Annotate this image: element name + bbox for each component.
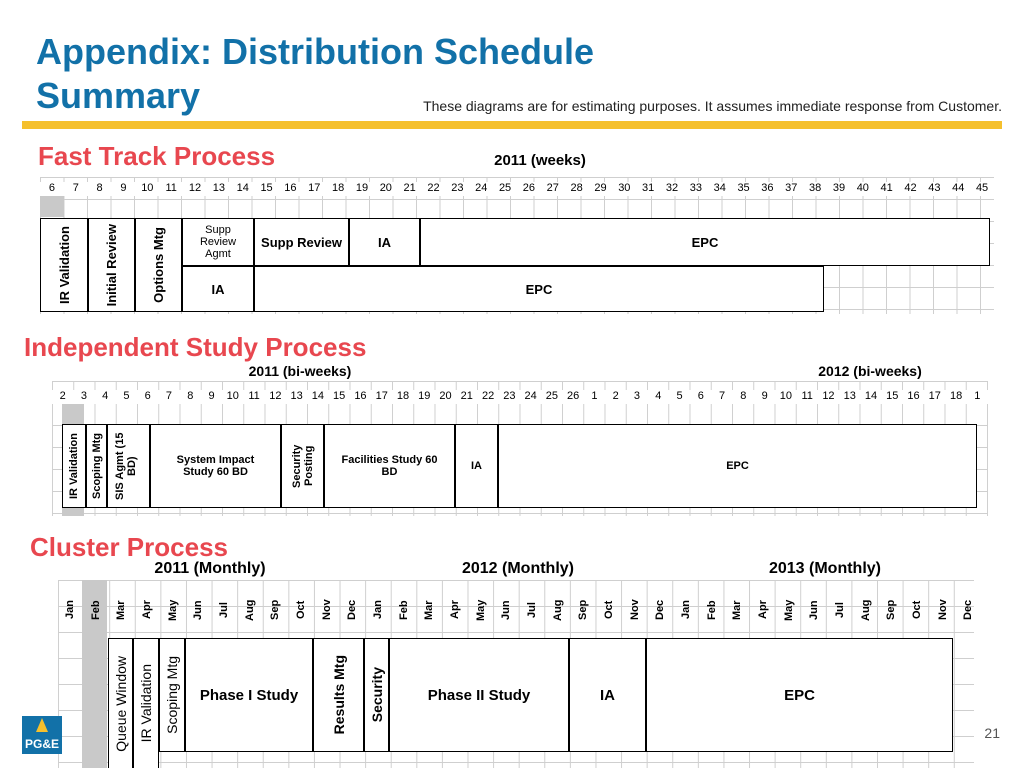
biweek-label: 6 xyxy=(697,390,704,402)
cl-epc-box xyxy=(646,638,953,752)
week-label: 16 xyxy=(284,182,297,194)
week-label: 42 xyxy=(904,182,917,194)
week-label: 29 xyxy=(594,182,607,194)
month-label: Nov xyxy=(628,599,641,621)
independent-heading: Independent Study Process xyxy=(24,332,367,362)
week-label: 8 xyxy=(96,182,103,194)
biweek-label: 14 xyxy=(864,390,878,402)
biweek-label: 12 xyxy=(822,390,835,402)
biweek-label: 2 xyxy=(612,390,619,402)
week-label: 26 xyxy=(522,182,536,194)
biweek-label: 15 xyxy=(333,390,346,402)
biweek-label: 17 xyxy=(375,390,388,402)
cl-security-label: Security xyxy=(368,667,385,723)
month-label: Jun xyxy=(500,600,513,620)
page-number: 21 xyxy=(984,725,1000,741)
month-label: Feb xyxy=(89,600,102,620)
is-facilities-study-box xyxy=(324,424,455,508)
month-label: Mar xyxy=(423,600,436,620)
is-sis-agmt-box xyxy=(107,424,150,508)
is-facilities-study-label: Facilities Study 60 BD xyxy=(341,454,438,478)
ft-ia-top-box xyxy=(349,218,420,266)
fast-track-heading: Fast Track Process xyxy=(38,141,276,171)
ft-ia-bottom-label: IA xyxy=(211,281,225,297)
biweek-label: 25 xyxy=(545,390,559,402)
week-label: 37 xyxy=(785,182,798,194)
cl-phase1-box xyxy=(185,638,313,752)
month-label: May xyxy=(166,599,179,621)
week-label: 20 xyxy=(379,182,392,194)
fast-track-shaded-column xyxy=(40,196,64,217)
week-label: 44 xyxy=(952,182,965,194)
month-label: Jun xyxy=(192,600,205,620)
biweek-label: 8 xyxy=(187,390,194,402)
week-label: 41 xyxy=(880,182,893,194)
ft-ia-top-label: IA xyxy=(378,234,391,250)
is-ia-label: IA xyxy=(471,460,482,472)
cluster-heading: Cluster Process xyxy=(30,532,228,562)
ft-initial-review-label: Initial Review xyxy=(104,223,119,307)
title-divider xyxy=(22,121,1002,129)
biweek-label: 11 xyxy=(801,390,813,402)
ft-ir-validation-label: IR Validation xyxy=(56,225,72,304)
ft-supp-review-agmt-label: Supp Review Agmt xyxy=(199,224,237,260)
cluster-year-2011: 2011 (Monthly) xyxy=(154,560,266,577)
week-label: 39 xyxy=(832,182,846,194)
biweek-label: 6 xyxy=(144,390,151,402)
ft-initial-review-box xyxy=(88,218,135,312)
cl-ir-validation-box xyxy=(133,638,159,768)
ft-supp-review-label: Supp Review xyxy=(261,234,342,250)
biweek-label: 18 xyxy=(396,390,410,402)
cl-security-box xyxy=(364,638,389,752)
cluster-year-2013: 2013 (Monthly) xyxy=(768,560,881,577)
week-label: 23 xyxy=(451,182,464,194)
biweek-label: 3 xyxy=(633,390,641,402)
week-label: 31 xyxy=(642,182,655,194)
biweek-label: 15 xyxy=(886,390,899,402)
month-label: Sep xyxy=(885,599,898,621)
is-security-posting-label: Security Posting xyxy=(290,444,315,488)
is-sis-agmt-label: SIS Agmt (15 BD) xyxy=(113,432,138,500)
biweek-label: 19 xyxy=(418,390,431,402)
week-label: 35 xyxy=(737,182,750,194)
month-label: Aug xyxy=(243,599,256,621)
month-label: Jul xyxy=(217,602,230,618)
is-epc-label: EPC xyxy=(726,460,749,472)
ft-epc-top-label: EPC xyxy=(691,234,719,250)
cl-ia-box xyxy=(569,638,646,752)
biweek-label: 7 xyxy=(165,390,173,402)
cl-results-mtg-label: Results Mtg xyxy=(330,655,347,735)
independent-year-2011: 2011 (bi-weeks) xyxy=(248,363,352,379)
fast-track-week-header xyxy=(40,182,994,196)
biweek-label: 23 xyxy=(503,390,516,402)
biweek-label: 11 xyxy=(248,390,260,402)
ft-epc-top-box xyxy=(420,218,990,266)
ft-supp-review-box xyxy=(254,218,349,266)
biweek-label: 9 xyxy=(761,390,768,402)
cl-queue-window-label: Queue Window xyxy=(112,655,129,752)
week-label: 28 xyxy=(570,182,583,194)
month-label: Dec xyxy=(962,599,975,621)
is-ia-box xyxy=(455,424,498,508)
month-label: May xyxy=(782,599,795,621)
cl-phase2-box xyxy=(389,638,569,752)
independent-year-2012: 2012 (bi-weeks) xyxy=(818,363,922,379)
month-label: Jan xyxy=(63,600,76,620)
month-label: Feb xyxy=(705,600,718,620)
pge-logo xyxy=(22,716,62,754)
pge-logo-mark xyxy=(22,716,62,754)
subtitle-note: These diagrams are for estimating purposes. It assumes immediate response from Customer. xyxy=(423,98,1002,114)
fast-track-year-label: 2011 (weeks) xyxy=(494,152,586,169)
ft-supp-review-agmt-box xyxy=(182,218,254,266)
week-label: 25 xyxy=(498,182,512,194)
is-system-impact-box xyxy=(150,424,281,508)
week-label: 30 xyxy=(618,182,631,194)
biweek-label: 7 xyxy=(719,390,726,402)
week-label: 36 xyxy=(761,182,774,194)
biweek-label: 8 xyxy=(740,390,747,402)
biweek-label: 9 xyxy=(208,390,215,402)
cl-scoping-mtg-box xyxy=(159,638,185,752)
cl-scoping-mtg-label: Scoping Mtg xyxy=(164,656,180,734)
week-label: 14 xyxy=(236,182,249,194)
month-label: Jan xyxy=(371,600,384,620)
week-label: 43 xyxy=(928,182,941,194)
biweek-label: 5 xyxy=(123,390,130,402)
biweek-label: 21 xyxy=(460,390,473,402)
ft-options-mtg-label: Options Mtg xyxy=(151,227,166,303)
week-label: 10 xyxy=(141,182,154,194)
is-security-posting-box xyxy=(281,424,324,508)
cl-ia-label: IA xyxy=(600,686,615,704)
week-label: 6 xyxy=(48,182,55,194)
biweek-label: 3 xyxy=(80,390,87,402)
month-label: May xyxy=(474,599,487,621)
week-label: 15 xyxy=(260,182,273,194)
week-label: 38 xyxy=(808,182,822,194)
month-label: Apr xyxy=(448,600,461,620)
biweek-label: 16 xyxy=(907,390,920,402)
biweek-label: 20 xyxy=(439,390,452,402)
month-label: Mar xyxy=(731,600,744,620)
month-label: Aug xyxy=(551,599,564,621)
week-label: 45 xyxy=(975,182,989,194)
is-scoping-mtg-label: Scoping Mtg xyxy=(90,433,103,499)
is-scoping-mtg-box xyxy=(86,424,107,508)
biweek-label: 24 xyxy=(524,390,537,402)
biweek-label: 14 xyxy=(311,390,325,402)
cluster-year-2012: 2012 (Monthly) xyxy=(461,560,574,577)
month-label: Oct xyxy=(910,600,923,620)
cluster-month-header xyxy=(58,585,982,637)
page-title: Appendix: Distribution Schedule Summary xyxy=(36,31,595,116)
week-label: 11 xyxy=(165,182,177,194)
month-label: Mar xyxy=(115,600,128,620)
is-ir-validation-box xyxy=(62,424,86,508)
month-label: Jul xyxy=(525,602,538,618)
week-label: 12 xyxy=(188,182,202,194)
ft-ia-bottom-box xyxy=(182,266,254,312)
week-label: 7 xyxy=(72,182,79,194)
biweek-label: 13 xyxy=(843,390,856,402)
month-label: Aug xyxy=(859,599,872,621)
week-label: 19 xyxy=(355,182,369,194)
is-epc-box xyxy=(498,424,977,508)
is-system-impact-label: System Impact Study 60 BD xyxy=(176,454,255,478)
month-label: Jan xyxy=(679,600,692,620)
biweek-label: 1 xyxy=(591,390,598,402)
month-label: Feb xyxy=(397,600,410,620)
week-label: 18 xyxy=(331,182,345,194)
cl-epc-label: EPC xyxy=(784,686,815,704)
biweek-label: 12 xyxy=(269,390,282,402)
week-label: 9 xyxy=(120,182,127,194)
independent-biweek-header xyxy=(52,390,988,404)
month-label: Dec xyxy=(346,599,359,621)
month-label: Oct xyxy=(294,600,307,620)
week-label: 27 xyxy=(546,182,559,194)
biweek-label: 10 xyxy=(226,390,239,402)
week-label: 17 xyxy=(308,182,321,194)
cl-phase1-label: Phase I Study xyxy=(199,686,299,704)
biweek-label: 5 xyxy=(676,390,683,402)
cl-results-mtg-box xyxy=(313,638,364,752)
week-label: 22 xyxy=(427,182,440,194)
biweek-label: 13 xyxy=(290,390,303,402)
month-label: Jun xyxy=(808,600,821,620)
month-label: Oct xyxy=(602,600,615,620)
cl-ir-validation-label: IR Validation xyxy=(138,664,154,743)
ft-options-mtg-box xyxy=(135,218,182,312)
cl-queue-window-box xyxy=(108,638,133,768)
month-label: Sep xyxy=(577,599,590,621)
biweek-label: 16 xyxy=(354,390,367,402)
biweek-label: 4 xyxy=(655,390,662,402)
week-label: 21 xyxy=(403,182,416,194)
ft-epc-bottom-label: EPC xyxy=(525,281,553,297)
week-label: 33 xyxy=(689,182,702,194)
month-label: Nov xyxy=(936,599,949,621)
cl-phase2-label: Phase II Study xyxy=(427,686,531,704)
week-label: 24 xyxy=(475,182,488,194)
week-label: 34 xyxy=(713,182,726,194)
biweek-label: 17 xyxy=(928,390,941,402)
ft-epc-bottom-box xyxy=(254,266,824,312)
month-label: Nov xyxy=(320,599,333,621)
biweek-label: 18 xyxy=(949,390,963,402)
biweek-label: 1 xyxy=(974,390,981,402)
biweek-label: 26 xyxy=(567,390,580,402)
week-label: 13 xyxy=(212,182,225,194)
month-label: Jul xyxy=(833,602,846,618)
month-label: Apr xyxy=(756,600,769,620)
week-label: 32 xyxy=(665,182,679,194)
biweek-label: 10 xyxy=(779,390,793,402)
ft-ir-validation-box xyxy=(40,218,88,312)
biweek-label: 4 xyxy=(102,390,109,402)
month-label: Dec xyxy=(654,599,667,621)
month-label: Sep xyxy=(269,599,282,621)
is-ir-validation-label: IR Validation xyxy=(68,432,80,499)
biweek-label: 22 xyxy=(481,390,495,402)
week-label: 40 xyxy=(856,182,869,194)
biweek-label: 2 xyxy=(59,390,66,402)
pge-logo-text: PG&E xyxy=(24,737,60,751)
month-label: Apr xyxy=(140,600,153,620)
